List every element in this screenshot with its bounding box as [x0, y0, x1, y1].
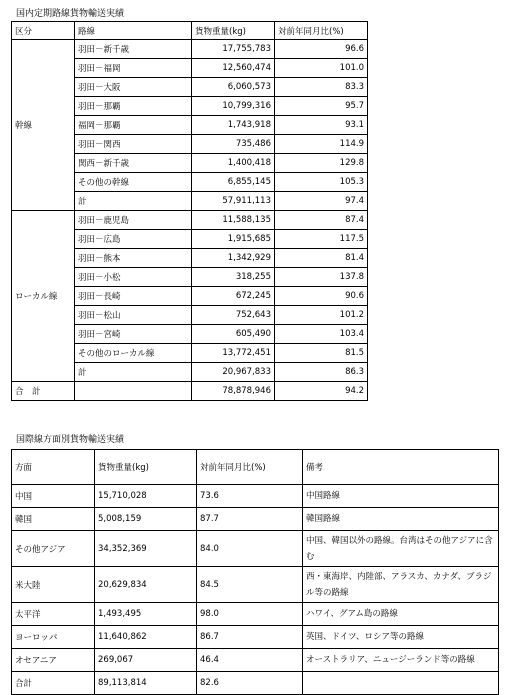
table-row	[12, 626, 499, 649]
table-row	[12, 211, 368, 230]
international-title: 国際線方面別貨物輸送実績	[16, 435, 125, 445]
weight-cell: 34,352,369	[95, 531, 197, 567]
ratio-cell: 90.6	[275, 287, 368, 306]
ratio-cell: 93.1	[275, 116, 368, 135]
header-route: 路線	[75, 22, 192, 40]
route-cell: 羽田－那覇	[75, 97, 192, 116]
header-ratio: 対前年同月比(%)	[197, 450, 303, 485]
weight-cell: 672,245	[192, 287, 275, 306]
weight-cell: 1,743,918	[192, 116, 275, 135]
ratio-cell: 84.0	[197, 531, 303, 567]
weight-cell: 11,640,862	[95, 626, 197, 649]
ratio-cell: 96.6	[275, 40, 368, 59]
table-header-row	[12, 22, 368, 40]
weight-cell: 15,710,028	[95, 485, 197, 508]
note-cell: オーストラリア、ニュージーランド等の路線	[303, 649, 499, 672]
ratio-cell: 97.4	[275, 192, 368, 211]
route-cell: 福岡－那覇	[75, 116, 192, 135]
grand-total-weight: 78,878,946	[192, 382, 275, 401]
ratio-cell: 105.3	[275, 173, 368, 192]
region-cell: 米大陸	[12, 567, 95, 603]
region-cell: 合計	[12, 672, 95, 695]
route-cell: 計	[75, 363, 192, 382]
grand-total-ratio: 94.2	[275, 382, 368, 401]
ratio-cell: 95.7	[275, 97, 368, 116]
ratio-cell: 87.4	[275, 211, 368, 230]
route-cell: 羽田－関西	[75, 135, 192, 154]
ratio-cell: 73.6	[197, 485, 303, 508]
ratio-cell: 98.0	[197, 603, 303, 626]
weight-cell: 735,486	[192, 135, 275, 154]
ratio-cell: 84.5	[197, 567, 303, 603]
route-cell: 羽田－広島	[75, 230, 192, 249]
weight-cell: 318,255	[192, 268, 275, 287]
route-cell: 羽田－大阪	[75, 78, 192, 97]
note-cell: 中国、韓国以外の路線。台湾はその他アジアに含む	[303, 531, 499, 567]
grand-total-label: 合 計	[12, 382, 75, 401]
weight-cell: 57,911,113	[192, 192, 275, 211]
route-cell: 羽田－福岡	[75, 59, 192, 78]
table-row	[12, 508, 499, 531]
grand-total-route-blank	[75, 382, 192, 401]
weight-cell: 1,342,929	[192, 249, 275, 268]
weight-cell: 752,643	[192, 306, 275, 325]
route-cell: 羽田－長崎	[75, 287, 192, 306]
table-row	[12, 485, 499, 508]
region-cell: 韓国	[12, 508, 95, 531]
ratio-cell: 101.2	[275, 306, 368, 325]
total-row	[12, 672, 499, 695]
ratio-cell: 103.4	[275, 325, 368, 344]
note-cell	[303, 672, 499, 695]
weight-cell: 269,067	[95, 649, 197, 672]
ratio-cell: 117.5	[275, 230, 368, 249]
category-trunk: 幹線	[12, 40, 75, 211]
weight-cell: 605,490	[192, 325, 275, 344]
route-cell: 羽田－熊本	[75, 249, 192, 268]
ratio-cell: 46.4	[197, 649, 303, 672]
route-cell: その他の幹線	[75, 173, 192, 192]
route-cell: 羽田－鹿児島	[75, 211, 192, 230]
domestic-title: 国内定期路線貨物輸送実績	[16, 9, 125, 19]
ratio-cell: 114.9	[275, 135, 368, 154]
weight-cell: 1,400,418	[192, 154, 275, 173]
region-cell: その他アジア	[12, 531, 95, 567]
route-cell: その他のローカル線	[75, 344, 192, 363]
weight-cell: 20,967,833	[192, 363, 275, 382]
route-cell: 計	[75, 192, 192, 211]
header-category: 区分	[12, 22, 75, 40]
ratio-cell: 86.7	[197, 626, 303, 649]
header-weight: 貨物重量(kg)	[95, 450, 197, 485]
table-header-row	[12, 450, 499, 485]
ratio-cell: 87.7	[197, 508, 303, 531]
ratio-cell: 137.8	[275, 268, 368, 287]
table-row	[12, 567, 499, 603]
weight-cell: 1,493,495	[95, 603, 197, 626]
category-local: ローカル線	[12, 211, 75, 382]
table-row	[12, 531, 499, 567]
ratio-cell: 81.4	[275, 249, 368, 268]
table-row	[12, 649, 499, 672]
weight-cell: 11,588,135	[192, 211, 275, 230]
ratio-cell: 81.5	[275, 344, 368, 363]
ratio-cell: 101.0	[275, 59, 368, 78]
route-cell: 羽田－小松	[75, 268, 192, 287]
international-cargo-table	[11, 449, 499, 695]
region-cell: 太平洋	[12, 603, 95, 626]
header-ratio: 対前年同月比(%)	[275, 22, 368, 40]
header-note: 備考	[303, 450, 499, 485]
weight-cell: 13,772,451	[192, 344, 275, 363]
weight-cell: 6,060,573	[192, 78, 275, 97]
weight-cell: 6,855,145	[192, 173, 275, 192]
ratio-cell: 86.3	[275, 363, 368, 382]
table-row	[12, 40, 368, 59]
weight-cell: 20,629,834	[95, 567, 197, 603]
region-cell: ヨーロッパ	[12, 626, 95, 649]
region-cell: オセアニア	[12, 649, 95, 672]
note-cell: 韓国路線	[303, 508, 499, 531]
weight-cell: 89,113,814	[95, 672, 197, 695]
weight-cell: 5,008,159	[95, 508, 197, 531]
header-region: 方面	[12, 450, 95, 485]
grand-total-row	[12, 382, 368, 401]
ratio-cell: 129.8	[275, 154, 368, 173]
table-row	[12, 603, 499, 626]
weight-cell: 17,755,783	[192, 40, 275, 59]
domestic-cargo-table	[11, 21, 368, 401]
region-cell: 中国	[12, 485, 95, 508]
route-cell: 羽田－新千歳	[75, 40, 192, 59]
weight-cell: 10,799,316	[192, 97, 275, 116]
weight-cell: 1,915,685	[192, 230, 275, 249]
note-cell: 中国路線	[303, 485, 499, 508]
header-weight: 貨物重量(kg)	[192, 22, 275, 40]
route-cell: 関西－新千歳	[75, 154, 192, 173]
route-cell: 羽田－宮崎	[75, 325, 192, 344]
route-cell: 羽田－松山	[75, 306, 192, 325]
ratio-cell: 83.3	[275, 78, 368, 97]
weight-cell: 12,560,474	[192, 59, 275, 78]
note-cell: ハワイ、グアム島の路線	[303, 603, 499, 626]
note-cell: 西・東海岸、内陸部、アラスカ、カナダ、ブラジル等の路線	[303, 567, 499, 603]
note-cell: 英国、ドイツ、ロシア等の路線	[303, 626, 499, 649]
ratio-cell: 82.6	[197, 672, 303, 695]
